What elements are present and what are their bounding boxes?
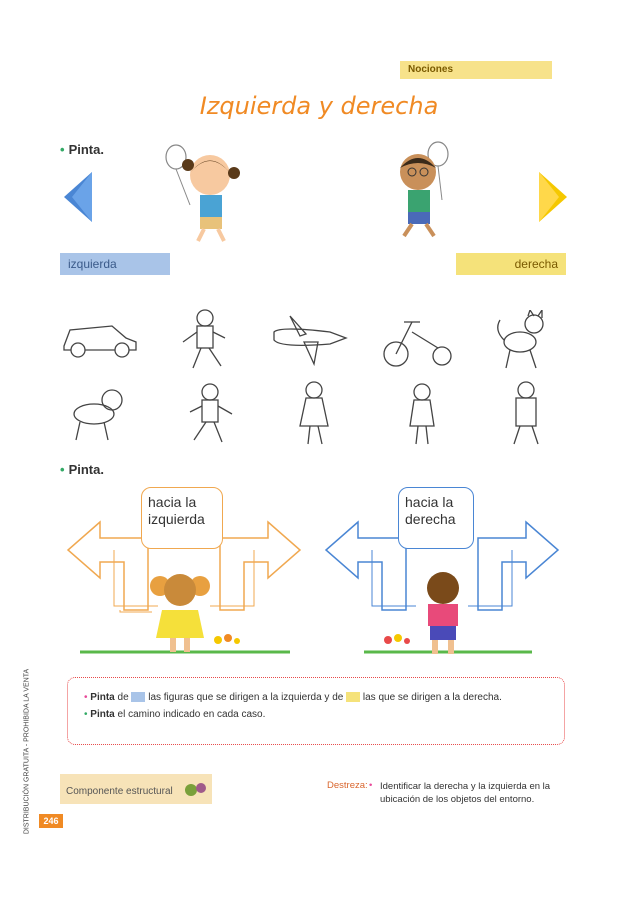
destreza-bullet: • [369,780,373,791]
instruction-2-bold: Pinta [68,462,101,477]
destreza-text: Identificar la derecha y la izquierda en la ubicación de los objetos del entorno. [380,781,551,805]
yellow-swatch [346,692,360,702]
section-tag: Nociones [400,61,552,79]
blue-swatch [131,692,145,702]
left-label-bar [60,253,170,275]
left-speech-bubble: hacia la izquierda [141,487,223,549]
cat-icon [492,310,552,372]
right-speech-bubble: hacia la derecha [398,487,474,549]
girl-with-balloon-icon [162,143,242,243]
airplane-icon [270,312,350,368]
page-number: 246 [39,814,63,828]
right-label: derecha [514,257,558,271]
car-icon [60,316,140,360]
instruction-1: • Pinta. [60,142,104,157]
boy-walking-2-icon [180,382,240,446]
component-icon [183,778,209,800]
girl-walking-icon [290,380,340,448]
instructions-line-1: • Pinta de las figuras que se dirigen a la izquierda y de las que se dirigen a la derecha. [84,692,502,703]
right-arrow-icon [537,172,567,222]
destreza-label: Destreza: [327,780,368,791]
boy-back-view-icon [418,570,468,656]
instruction-2: • Pinta. [60,462,104,477]
girl-back-view-icon [150,566,210,656]
tricycle-icon [382,312,458,368]
side-disclaimer: DISTRIBUCIÓN GRATUITA - PROHIBIDA LA VENTA [23,668,31,835]
page-title: Izquierda y derecha [199,92,439,120]
instruction-1-bold: Pinta [68,142,101,157]
dog-icon [64,386,128,444]
left-label: izquierda [68,257,117,271]
man-walking-icon [502,380,552,448]
boy-with-balloon-icon [392,140,472,240]
right-label-bar [456,253,566,275]
flowers-icon [212,632,242,652]
instructions-line-2: • Pinta el camino indicado en cada caso. [84,709,266,720]
component-label: Componente estructural [66,786,173,797]
flowers-2-icon [382,632,412,652]
girl-walking-2-icon [400,382,444,448]
boy-walking-icon [175,308,235,372]
left-arrow-icon [64,172,94,222]
